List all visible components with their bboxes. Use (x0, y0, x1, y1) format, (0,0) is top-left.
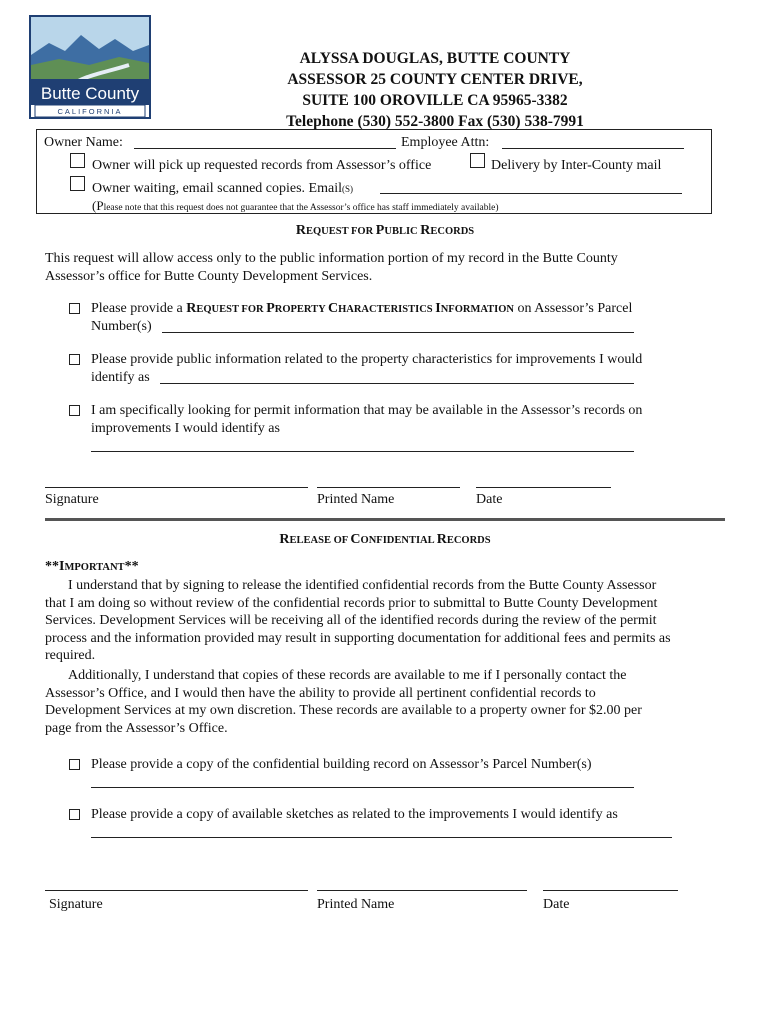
confidential-signature-label: Signature (49, 897, 103, 912)
public-records-title: REQUEST FOR PUBLIC RECORDS (295, 223, 475, 238)
confidential-parcel-number-field[interactable] (91, 787, 634, 788)
butte-county-logo-graphic (29, 15, 151, 119)
delivery-checkbox[interactable] (470, 153, 485, 168)
property-characteristics-checkbox[interactable] (69, 303, 80, 314)
employee-attn-field[interactable] (502, 148, 684, 149)
parcel-number-field[interactable] (162, 332, 634, 333)
section-divider (45, 518, 725, 521)
staff-note-initial: (P (92, 198, 104, 213)
public-intro-line-1: This request will allow access only to the public information portion of my record in the Butte County (45, 251, 618, 266)
public-signature-field[interactable] (45, 487, 308, 488)
butte-county-logo (29, 15, 151, 119)
confidential-printed-name-field[interactable] (317, 890, 527, 891)
confidential-signature-field[interactable] (45, 890, 308, 891)
public-printed-name-field[interactable] (317, 487, 460, 488)
confidential-date-field[interactable] (543, 890, 678, 891)
sketches-label: Please provide a copy of available sketches as related to the improvements I would identify as (91, 807, 618, 822)
parcel-number-label: Number(s) (91, 319, 152, 334)
sketches-field[interactable] (91, 837, 672, 838)
delivery-label: Delivery by Inter-County mail (491, 158, 662, 173)
permit-info-checkbox[interactable] (69, 405, 80, 416)
confidential-date-label: Date (543, 897, 570, 912)
property-characteristics-label: Please provide a REQUEST FOR PROPERTY CHARACTERISTICS INFORMATION on Assessor’s Parcel (91, 301, 633, 316)
public-improvements-field[interactable] (160, 383, 634, 384)
pickup-label: Owner will pick up requested records from Assessor’s office (92, 158, 432, 173)
email-waiting-label (92, 180, 353, 198)
owner-name-label: Owner Name: (44, 135, 123, 150)
assessor-header (200, 48, 670, 132)
pickup-checkbox[interactable] (70, 153, 85, 168)
public-improvements-label: Please provide public information related to the property characteristics for improvements I would (91, 352, 643, 367)
header-line-1: ALYSSA DOUGLAS, BUTTE COUNTY (299, 50, 571, 67)
employee-attn-label: Employee Attn: (401, 135, 490, 150)
confidential-records-title: RELEASE OF CONFIDENTIAL RECORDS (279, 532, 491, 547)
public-printed-name-label: Printed Name (317, 492, 395, 507)
public-intro-line-2: Assessor’s office for Butte County Development Services. (45, 268, 373, 284)
header-line-3: SUITE 100 OROVILLE CA 95965-3382 (302, 92, 568, 109)
email-suffix: (S) (341, 184, 353, 194)
header-line-4: Telephone (530) 552-3800 Fax (530) 538-7991 (286, 113, 584, 130)
email-waiting-text: Owner waiting, email scanned copies. Email (92, 181, 342, 196)
owner-name-field[interactable] (134, 148, 396, 149)
sketches-checkbox[interactable] (69, 809, 80, 820)
important-heading: **IMPORTANT** (45, 559, 139, 574)
confidential-building-record-checkbox[interactable] (69, 759, 80, 770)
staff-note-text: lease note that this request does not guarantee that the Assessor’s office has staff immediately available) (103, 203, 499, 213)
public-intro (45, 250, 618, 285)
permit-info-field[interactable] (91, 451, 634, 452)
confidential-printed-name-label: Printed Name (317, 897, 395, 912)
confidential-paragraph-1: I understand that by signing to release the identified confidential records from the Butte County Assessor that I am doing so without review of the confidential records prior to submittal to Butte County Development Services. Development Services will be receiving all of the identified records during the review of the permit process and the information provided may result in supporting documentation for additional fees and permits as required. (45, 578, 671, 664)
email-field[interactable] (380, 193, 682, 194)
header-line-2: ASSESSOR 25 COUNTY CENTER DRIVE, (287, 71, 583, 88)
public-improvements-checkbox[interactable] (69, 354, 80, 365)
confidential-paragraph-2: Additionally, I understand that copies of these records are available to me if I personally contact the Assessor’s Office, and I would then have the ability to provide all pertinent confidential records to Development Services at my own discretion. These records are available to a property owner for $2.00 per page from the Assessor’s Office. (45, 668, 642, 736)
public-signature-label: Signature (45, 492, 99, 507)
public-date-label: Date (476, 492, 503, 507)
email-checkbox[interactable] (70, 176, 85, 191)
permit-info-identify-label: improvements I would identify as (91, 421, 280, 436)
logo-name: Butte County (40, 84, 140, 103)
logo-state: CALIFORNIA (57, 107, 123, 116)
permit-info-label: I am specifically looking for permit information that may be available in the Assessor’s records on (91, 403, 643, 418)
public-improvements-identify-label: identify as (91, 370, 150, 385)
confidential-building-record-label: Please provide a copy of the confidential building record on Assessor’s Parcel Number(s) (91, 757, 592, 772)
public-date-field[interactable] (476, 487, 611, 488)
staff-note (92, 199, 499, 215)
